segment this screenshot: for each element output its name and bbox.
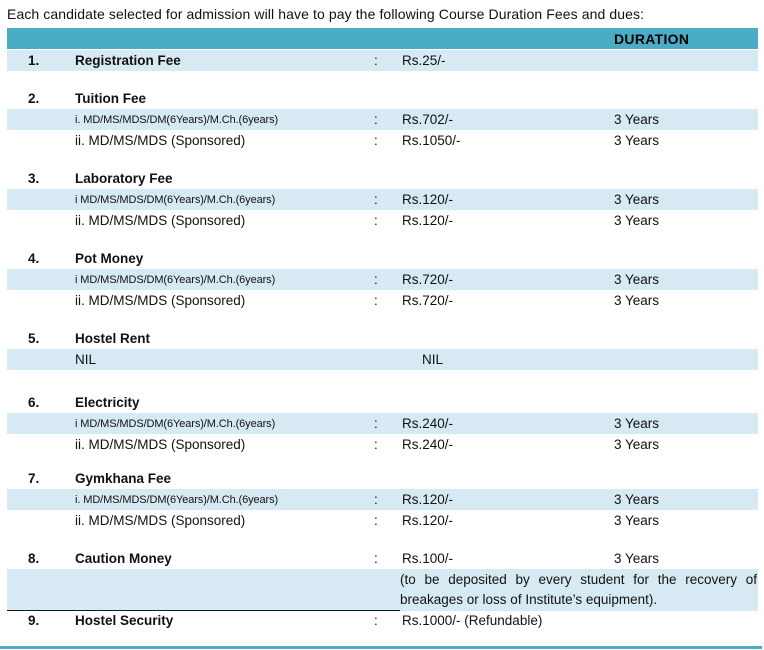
fee-row-registration-fee [7, 50, 758, 71]
colon-separator: : [374, 111, 378, 127]
fee-duration: 3 Years [614, 491, 660, 507]
fee-amount: Rs.120/- [402, 212, 454, 228]
fee-sub-row [7, 290, 758, 311]
item-number: 3. [28, 170, 40, 186]
colon-separator: : [374, 292, 378, 308]
colon-separator: : [374, 436, 378, 452]
colon-separator: : [374, 415, 378, 431]
fee-name: Registration Fee [75, 52, 181, 68]
section-heading-row [7, 248, 758, 269]
fee-duration: 3 Years [614, 191, 660, 207]
course-label: i MD/MS/MDS/DM(6Years)/M.Ch.(6years) [75, 273, 276, 286]
fee-amount: Rs.702/- [402, 111, 454, 127]
section-laboratory-fee [7, 168, 758, 231]
fee-amount: Rs.100/- [402, 550, 454, 566]
fee-sub-row [7, 489, 758, 510]
fee-amount: Rs.1000/- (Refundable) [402, 613, 543, 628]
colon-separator: : [374, 613, 378, 628]
fee-duration: 3 Years [614, 292, 660, 308]
fee-amount: Rs.120/- [402, 191, 454, 207]
section-heading-row [7, 88, 758, 109]
colon-separator: : [374, 491, 378, 507]
intro-text: Each candidate selected for admission will have to pay the following Course Duration Fees and dues: [7, 6, 645, 22]
course-label: ii. MD/MS/MDS (Sponsored) [75, 512, 246, 528]
fee-duration: 3 Years [614, 550, 660, 566]
fee-amount: Rs.120/- [402, 491, 454, 507]
section-heading-row [7, 328, 758, 349]
fee-sub-row [7, 210, 758, 231]
colon-separator: : [374, 512, 378, 528]
colon-separator: : [374, 52, 378, 68]
fee-name: Gymkhana Fee [75, 470, 172, 486]
fee-amount: Rs.120/- [402, 512, 454, 528]
section-heading-row [7, 468, 758, 489]
nil-value-right: NIL [422, 351, 444, 367]
course-label: ii. MD/MS/MDS (Sponsored) [75, 132, 246, 148]
course-label: ii. MD/MS/MDS (Sponsored) [75, 212, 246, 228]
fee-sub-row [7, 130, 758, 151]
bottom-divider [0, 646, 762, 649]
fee-amount: Rs.25/- [402, 52, 446, 68]
fee-duration: 3 Years [614, 111, 660, 127]
item-number: 8. [28, 550, 40, 566]
fee-row-hostel-security [7, 611, 758, 629]
nil-value-left: NIL [75, 351, 97, 367]
item-number: 4. [28, 250, 40, 266]
fee-name: Hostel Rent [75, 330, 151, 346]
item-number: 1. [28, 52, 40, 68]
course-label: ii. MD/MS/MDS (Sponsored) [75, 436, 246, 452]
fee-amount: Rs.240/- [402, 436, 454, 452]
fee-duration: 3 Years [614, 436, 660, 452]
item-number: 9. [28, 613, 40, 628]
section-electricity [7, 392, 758, 455]
fee-duration: 3 Years [614, 212, 660, 228]
item-number: 5. [28, 330, 40, 346]
item-number: 6. [28, 394, 40, 410]
course-label: i MD/MS/MDS/DM(6Years)/M.Ch.(6years) [75, 193, 276, 206]
fee-row-caution-money [7, 548, 758, 569]
fee-amount: Rs.240/- [402, 415, 454, 431]
nil-row [7, 349, 758, 370]
note-text: (to be deposited by every student for the recovery of breakages or loss of Institute’s equipment). [400, 572, 757, 607]
section-hostel-rent [7, 328, 758, 370]
course-label: ii. MD/MS/MDS (Sponsored) [75, 292, 246, 308]
fee-amount: Rs.720/- [402, 292, 454, 308]
item-number: 2. [28, 90, 40, 106]
fee-duration: 3 Years [614, 512, 660, 528]
fee-name: Tuition Fee [75, 90, 146, 106]
fee-sub-row [7, 510, 758, 531]
section-heading-row [7, 168, 758, 189]
section-caution-money [7, 548, 758, 611]
course-label: i MD/MS/MDS/DM(6Years)/M.Ch.(6years) [75, 417, 276, 430]
fee-name: Electricity [75, 394, 140, 410]
fee-table [7, 28, 758, 629]
caution-money-note-row [7, 569, 758, 611]
section-pot-money [7, 248, 758, 311]
fee-sub-row [7, 189, 758, 210]
section-gymkhana-fee [7, 468, 758, 531]
fee-name: Hostel Security [75, 613, 174, 628]
item-number: 7. [28, 470, 40, 486]
fee-sub-row [7, 413, 758, 434]
fee-amount: Rs.1050/- [402, 132, 461, 148]
colon-separator: : [374, 550, 378, 566]
fee-name: Caution Money [75, 550, 172, 566]
colon-separator: : [374, 132, 378, 148]
colon-separator: : [374, 191, 378, 207]
section-heading-row [7, 392, 758, 413]
fee-name: Laboratory Fee [75, 170, 173, 186]
section-tuition-fee [7, 88, 758, 151]
course-label: i. MD/MS/MDS/DM(6Years)/M.Ch.(6years) [75, 493, 279, 506]
duration-column-header: DURATION [614, 30, 690, 47]
table-header-row [7, 28, 758, 49]
fee-duration: 3 Years [614, 271, 660, 287]
colon-separator: : [374, 271, 378, 287]
fee-sub-row [7, 434, 758, 455]
course-label: i. MD/MS/MDS/DM(6Years)/M.Ch.(6years) [75, 113, 279, 126]
fee-amount: Rs.720/- [402, 271, 454, 287]
fee-name: Pot Money [75, 250, 144, 266]
fee-duration: 3 Years [614, 132, 660, 148]
fee-sub-row [7, 109, 758, 130]
fee-sub-row [7, 269, 758, 290]
fee-duration: 3 Years [614, 415, 660, 431]
colon-separator: : [374, 212, 378, 228]
